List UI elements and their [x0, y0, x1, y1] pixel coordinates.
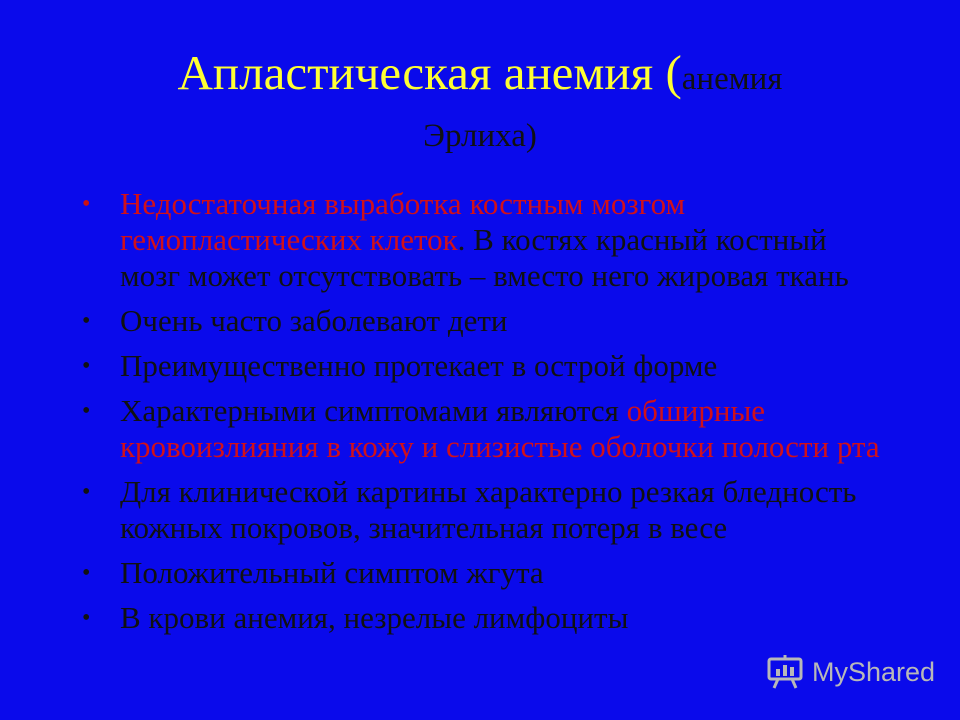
title-sub: анемия	[681, 61, 783, 97]
bullet-text: . В костях красный костный мозг может отсутствовать – вместо него жировая ткань	[120, 222, 849, 293]
bullet-text: В крови анемия, незрелые лимфоциты	[120, 600, 629, 635]
bullet-icon: •	[82, 560, 91, 586]
bullet-icon: •	[82, 605, 91, 631]
bullet-text: Очень часто заболевают дети	[120, 303, 508, 338]
bullet-highlight: Недостаточная выработка костным мозгом гемопластических клеток	[120, 186, 686, 257]
presentation-board-icon	[766, 655, 804, 689]
bullet-text: Характерными симптомами являются	[120, 393, 627, 428]
list-item	[82, 393, 882, 465]
title-main: Апластическая анемия (	[177, 45, 682, 100]
title-line2: Эрлиха)	[423, 118, 537, 154]
bullet-icon: •	[82, 308, 91, 334]
slide-title	[0, 44, 960, 158]
list-item	[82, 348, 882, 384]
watermark	[766, 652, 935, 692]
list-item	[82, 303, 882, 339]
bullet-icon: •	[82, 398, 91, 424]
list-item	[82, 555, 882, 591]
bullet-icon: •	[82, 479, 91, 505]
bullet-highlight: обширные кровоизлияния в кожу и слизистые оболочки полости рта	[120, 393, 880, 464]
bullet-icon: •	[82, 353, 91, 379]
bullet-text: Положительный симптом жгута	[120, 555, 544, 590]
bullet-icon: •	[82, 191, 91, 217]
list-item	[82, 600, 882, 636]
list-item	[82, 474, 882, 546]
bullet-text: Для клинической картины характерно резкая бледность кожных покровов, значительная потеря в весе	[120, 474, 857, 545]
list-item	[82, 186, 882, 294]
bullet-text: Преимущественно протекает в острой форме	[120, 348, 718, 383]
bullet-list	[82, 186, 882, 645]
watermark-text: MyShared	[812, 657, 936, 687]
